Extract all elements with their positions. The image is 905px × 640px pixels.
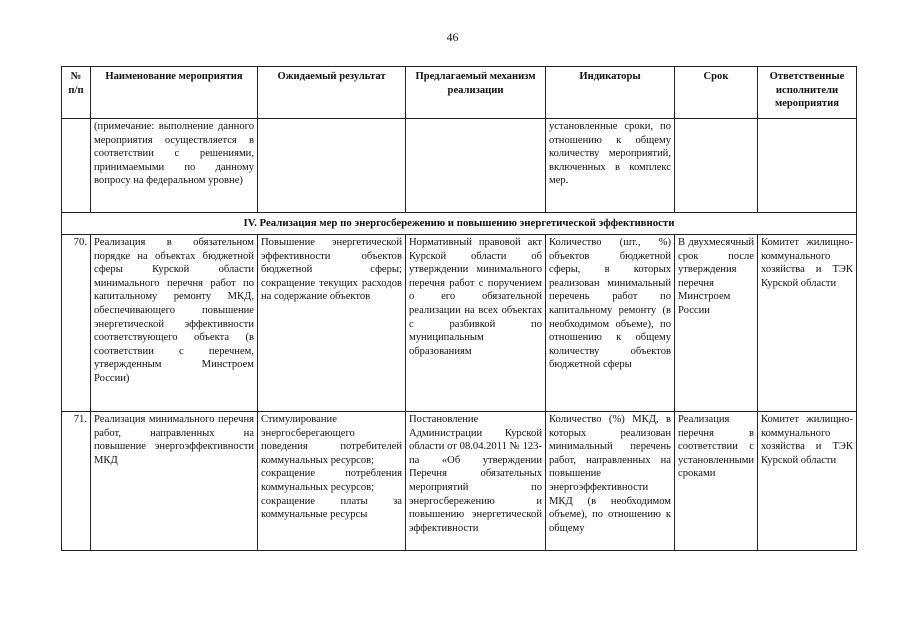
row-responsible: Комитет жилищно-коммунального хозяйства и ТЭК Курской области (758, 235, 857, 412)
header-indicators: Индикаторы (546, 67, 675, 119)
header-row (62, 67, 857, 119)
continuation-indicators: установленные сроки, по отношению к общему количеству мероприятий, включенных в комплекс мер. (546, 119, 675, 213)
continuation-mechanism (406, 119, 546, 213)
table-row (62, 412, 857, 551)
section-title: IV. Реализация мер по энергосбережению и повышению энергетической эффективности (62, 213, 857, 235)
row-name: Реализация минимального перечня работ, направленных на повышение энергоэффективности МКД (91, 412, 258, 551)
row-num: 70. (62, 235, 91, 412)
row-num: 71. (62, 412, 91, 551)
row-indicators: Количество (шт., %) объектов бюджетной сферы, в которых реализован минимальный перечень работ по капитальному ремонту (в необходимом объеме), по отношению к общему количеству объектов бюджетной сферы (546, 235, 675, 412)
row-mechanism: Нормативный правовой акт Курской области об утверждении минимального перечня работ с поручением о его обязательной реализации на всех объектах с разбивкой по муниципальным образованиям (406, 235, 546, 412)
row-result: Стимулирование энергосберегающего поведения потребителей коммунальных ресурсов; сокращение потребления коммунальных ресурсов; сокращение платы за коммунальные ресурсы (258, 412, 406, 551)
page-number: 46 (446, 30, 459, 44)
row-responsible: Комитет жилищно-коммунального хозяйства и ТЭК Курской области (758, 412, 857, 551)
continuation-name: (примечание: выполнение данного мероприятия осуществляется в соответствии с решениями, принимаемыми по данному вопросу на федеральном уровне) (91, 119, 258, 213)
header-name: Наименование мероприятия (91, 67, 258, 119)
continuation-result (258, 119, 406, 213)
continuation-term (675, 119, 758, 213)
header-responsible: Ответственные исполнители мероприятия (758, 67, 857, 119)
row-mechanism: Постановление Администрации Курской области от 08.04.2011 № 123-па «Об утверждении Перечня обязательных мероприятий по энергосбережению и повышению энергетической эффективности (406, 412, 546, 551)
section-row (62, 213, 857, 235)
header-result: Ожидаемый результат (258, 67, 406, 119)
activities-table (61, 66, 857, 551)
row-result: Повышение энергетической эффективности объектов бюджетной сферы; сокращение текущих расходов на содержание объектов (258, 235, 406, 412)
row-name: Реализация в обязательном порядке на объектах бюджетной сферы Курской области минимального перечня работ по капитальному ремонту МКД, обеспечивающего повышение энергетической эффективности соответствующего объекта (в соответствии с перечнем, утвержденным Минстроем России) (91, 235, 258, 412)
continuation-num (62, 119, 91, 213)
table-row (62, 235, 857, 412)
row-indicators: Количество (%) МКД, в которых реализован минимальный перечень работ, направленных на повышение энергоэффективности МКД (в необходимом объеме), по отношению к общему (546, 412, 675, 551)
header-mechanism: Предлагаемый механизм реализации (406, 67, 546, 119)
header-term: Срок (675, 67, 758, 119)
header-num: № п/п (62, 67, 91, 119)
continuation-row (62, 119, 857, 213)
row-term: Реализация перечня в соответствии с установленными сроками (675, 412, 758, 551)
continuation-responsible (758, 119, 857, 213)
row-term: В двухмесячный срок после утверждения перечня Минстроем России (675, 235, 758, 412)
